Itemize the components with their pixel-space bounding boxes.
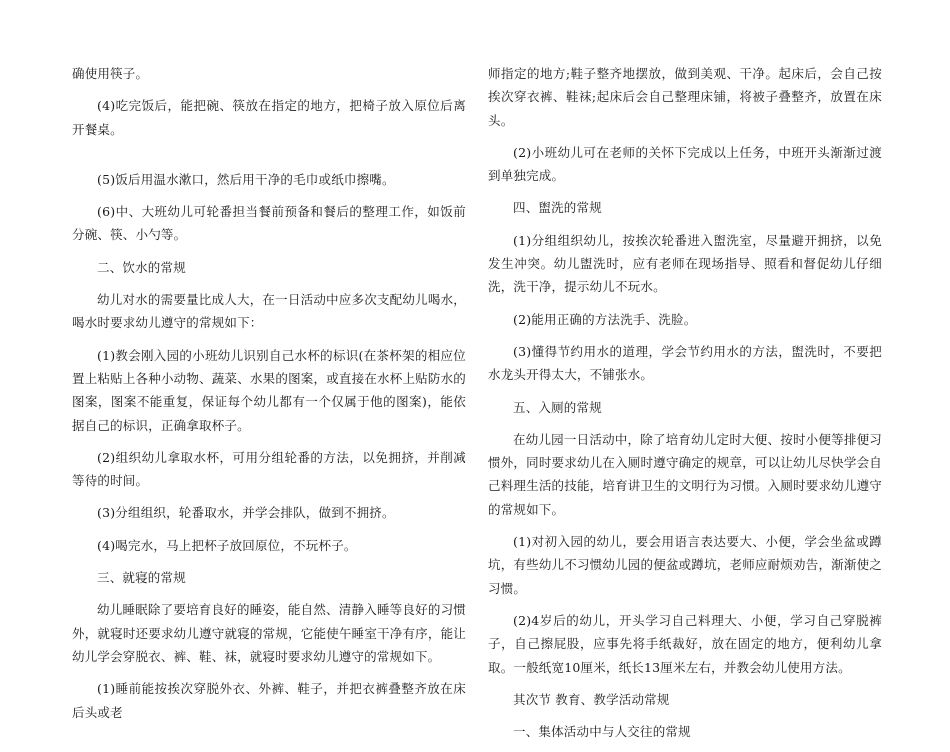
paragraph: (5)饭后用温水漱口，然后用干净的毛巾或纸巾擦嘴。 xyxy=(97,171,395,187)
left-column xyxy=(72,62,466,733)
paragraph: (2)小班幼儿可在老师的关怀下完成以上任务，中班开头渐渐过渡到单独完成。 xyxy=(488,144,882,184)
section-heading: 二、饮水的常规 xyxy=(97,259,186,275)
paragraph: (1)教会刚入园的小班幼儿识别自己水杯的标识(在茶杯架的相应位置上粘贴上各种小动物、蔬菜、水果的图案，或直接在水杯上贴防水的图案，图案不能重复，保证每个幼儿都有一个仅属于他的图案)，能依据自己的标识，正确拿取杯子。 xyxy=(72,347,466,433)
paragraph: (1)分组组织幼儿，按挨次轮番进入盥洗室，尽量避开拥挤，以免发生冲突。幼儿盥洗时，应有老师在现场指导、照看和督促幼儿仔细洗，洗干净，提示幼儿不玩水。 xyxy=(488,232,882,295)
paragraph: (2)组织幼儿拿取水杯，可用分组轮番的方法，以免拥挤，并削减等待的时间。 xyxy=(72,449,466,489)
paragraph: 师指定的地方;鞋子整齐地摆放，做到美观、干净。起床后，会自己按挨次穿衣裤、鞋袜;起床后会自己整理床铺，将被子叠整齐，放置在床头。 xyxy=(488,66,882,128)
paragraph: 确使用筷子。 xyxy=(72,66,149,81)
section-heading: 五、入厕的常规 xyxy=(513,399,602,415)
paragraph: (3)分组组织，轮番取水，并学会排队，做到不拥挤。 xyxy=(97,505,395,521)
section-heading: 一、集体活动中与人交往的常规 xyxy=(513,724,691,740)
paragraph: (2)4岁后的幼儿，开头学习自己料理大、小便，学习自己穿脱裤子，自己擦屁股，应事先将手纸裁好，放在固定的地方，便利幼儿拿取。一般纸宽10厘米，纸长13厘米左右，并教会幼儿使用方法。 xyxy=(488,612,882,675)
paragraph: 幼儿睡眠除了要培育良好的睡姿，能自然、清静入睡等良好的习惯外，就寝时还要求幼儿遵守就寝的常规，它能使午睡室干净有序，能让幼儿学会穿脱衣、裤、鞋、袜，就寝时要求幼儿遵守的常规如下。 xyxy=(72,602,466,664)
paragraph: (1)睡前能按挨次穿脱外衣、外裤、鞋子，并把衣裤叠整齐放在床后头或老 xyxy=(72,681,466,720)
right-column xyxy=(488,62,882,752)
paragraph: 幼儿对水的需要量比成人大，在一日活动中应多次支配幼儿喝水，喝水时要求幼儿遵守的常规如下： xyxy=(72,292,466,331)
paragraph: (3)懂得节约用水的道理，学会节约用水的方法，盥洗时，不要把水龙头开得太大，不铺张水。 xyxy=(488,343,882,383)
paragraph: (6)中、大班幼儿可轮番担当餐前预备和餐后的整理工作，如饭前分碗、筷、小勺等。 xyxy=(72,204,466,243)
section-heading: 其次节 教育、教学活动常规 xyxy=(513,691,670,707)
section-heading: 三、就寝的常规 xyxy=(97,570,186,586)
section-heading: 四、盥洗的常规 xyxy=(513,200,602,216)
paragraph: (2)能用正确的方法洗手、洗脸。 xyxy=(513,311,697,327)
paragraph: (4)喝完水，马上把杯子放回原位，不玩杯子。 xyxy=(97,537,357,553)
paragraph-gap xyxy=(72,150,466,168)
paragraph: 在幼儿园一日活动中，除了培育幼儿定时大便、按时小便等排便习惯外，同时要求幼儿在入厕时遵守确定的规章，可以让幼儿尽快学会自己料理生活的技能，培育讲卫生的文明行为习惯。入厕时要求幼儿遵守的常规如下。 xyxy=(488,431,882,517)
paragraph: (4)吃完饭后，能把碗、筷放在指定的地方，把椅子放入原位后离开餐桌。 xyxy=(72,98,466,137)
paragraph: (1)对初入园的幼儿，要会用语言表达要大、小便，学会坐盆或蹲坑，有些幼儿不习惯幼儿园的便盆或蹲坑，老师应耐烦劝告，渐渐使之习惯。 xyxy=(488,534,882,596)
